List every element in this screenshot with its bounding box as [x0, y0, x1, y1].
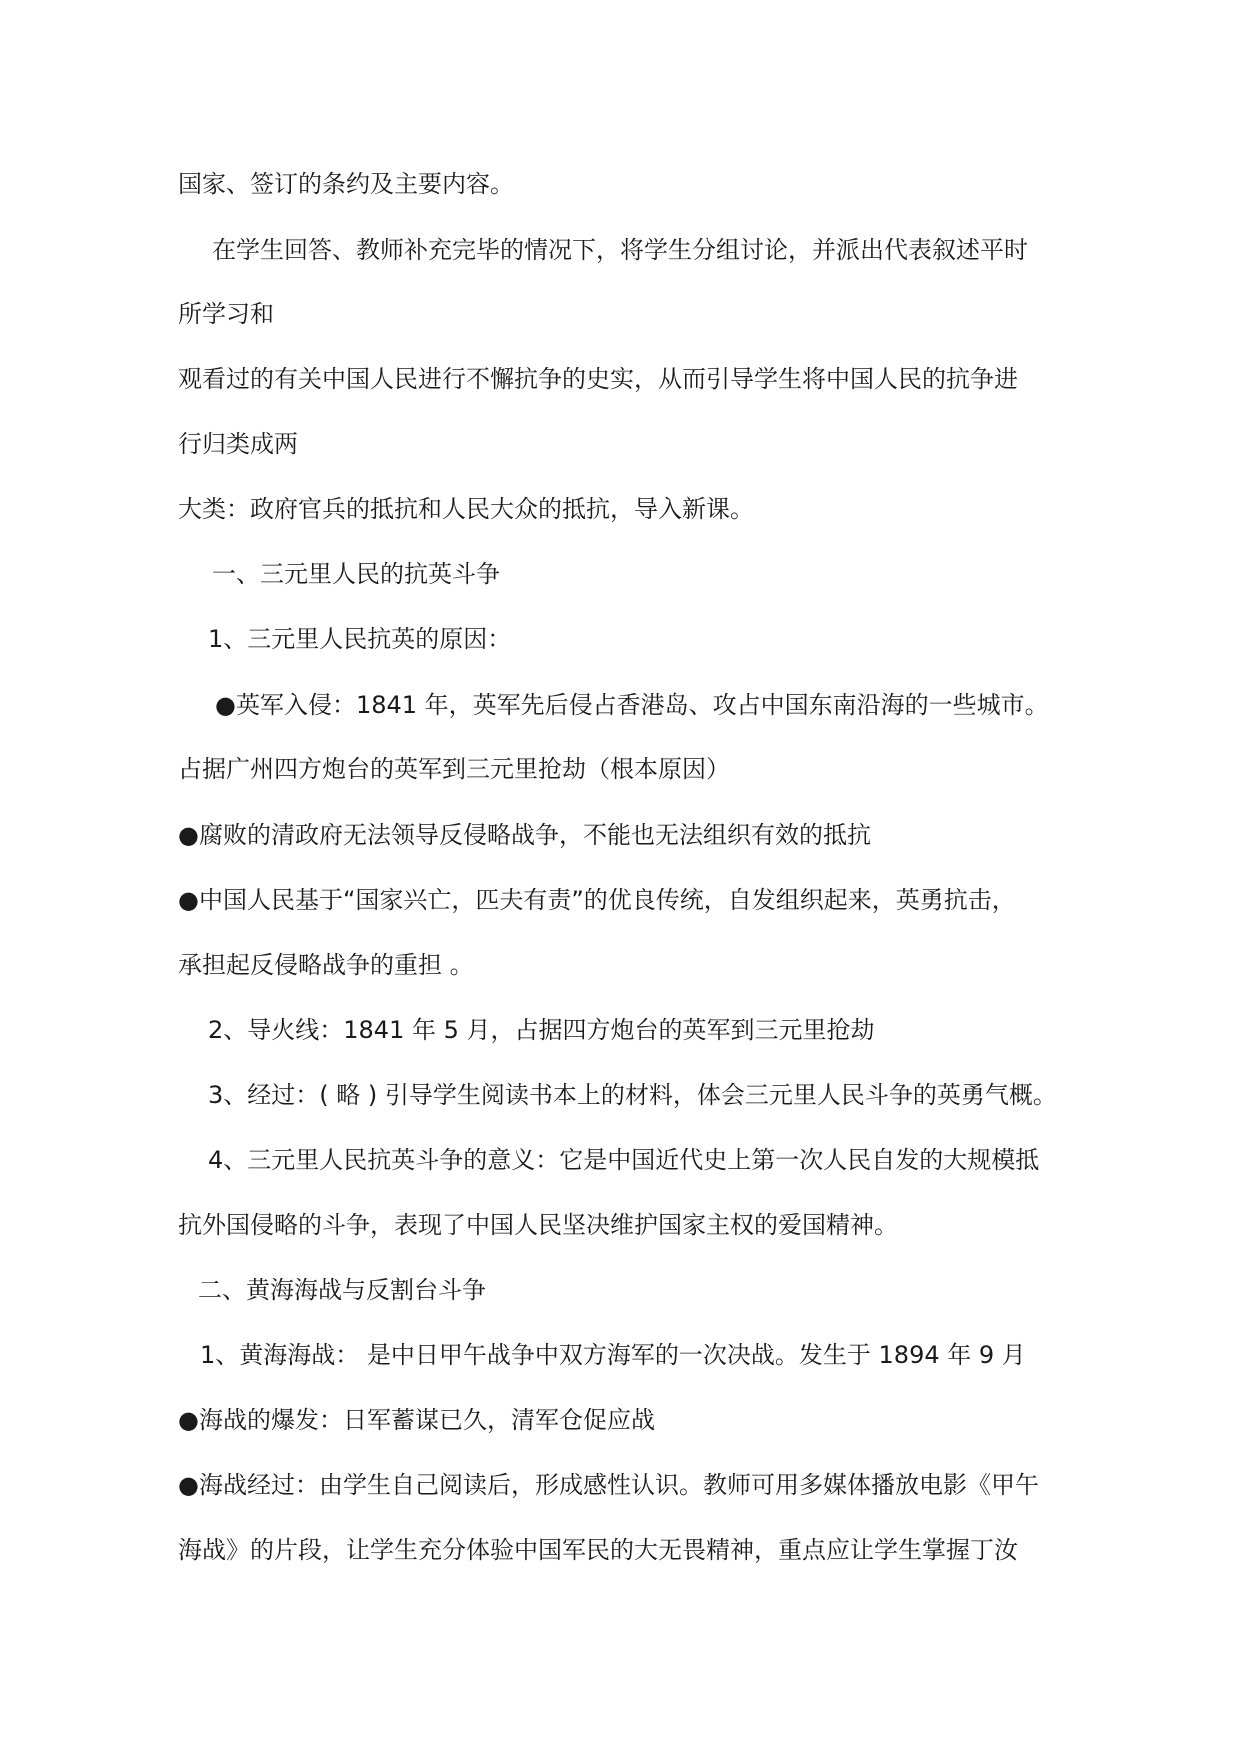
bullet-item: ●英军入侵：1841 年，英军先后侵占香港岛、攻占中国东南沿海的一些城市。 — [215, 691, 1049, 719]
bullet-item: ●中国人民基于“国家兴亡，匹夫有责”的优良传统，自发组织起来，英勇抗击， — [178, 886, 1016, 914]
subsection-heading: 1、黄海海战： 是中日甲午战争中双方海军的一次决战。发生于 1894 年 9 月 — [200, 1341, 1026, 1369]
subsection-heading: 1、三元里人民抗英的原因： — [208, 625, 512, 653]
text-line: 行归类成两 — [178, 430, 298, 458]
subsection-heading: 2、导火线：1841 年 5 月，占据四方炮台的英军到三元里抢劫 — [208, 1016, 875, 1044]
section-heading: 二、黄海海战与反割台斗争 — [198, 1276, 486, 1304]
subsection-heading: 4、三元里人民抗英斗争的意义：它是中国近代史上第一次人民自发的大规模抵 — [208, 1146, 1040, 1174]
text-line: 抗外国侵略的斗争，表现了中国人民坚决维护国家主权的爱国精神。 — [178, 1211, 898, 1239]
text-line: 所学习和 — [178, 300, 274, 328]
section-heading: 一、三元里人民的抗英斗争 — [212, 560, 500, 588]
text-line: 大类：政府官兵的抵抗和人民大众的抵抗，导入新课。 — [178, 495, 754, 523]
text-line: 承担起反侵略战争的重担 。 — [178, 951, 474, 979]
subsection-heading: 3、经过：( 略 ) 引导学生阅读书本上的材料，体会三元里人民斗争的英勇气概。 — [208, 1081, 1057, 1109]
text-line: 观看过的有关中国人民进行不懈抗争的史实，从而引导学生将中国人民的抗争进 — [178, 365, 1018, 393]
text-line: 海战》的片段，让学生充分体验中国军民的大无畏精神，重点应让学生掌握丁汝 — [178, 1536, 1018, 1564]
bullet-item: ●海战的爆发：日军蓄谋已久，清军仓促应战 — [178, 1406, 655, 1434]
bullet-item: ●海战经过：由学生自己阅读后，形成感性认识。教师可用多媒体播放电影《甲午 — [178, 1471, 1039, 1499]
text-line: 国家、签订的条约及主要内容。 — [178, 170, 514, 198]
text-line: 在学生回答、教师补充完毕的情况下，将学生分组讨论，并派出代表叙述平时 — [212, 236, 1028, 264]
bullet-item: ●腐败的清政府无法领导反侵略战争，不能也无法组织有效的抵抗 — [178, 821, 871, 849]
text-line: 占据广州四方炮台的英军到三元里抢劫（根本原因） — [178, 755, 730, 783]
